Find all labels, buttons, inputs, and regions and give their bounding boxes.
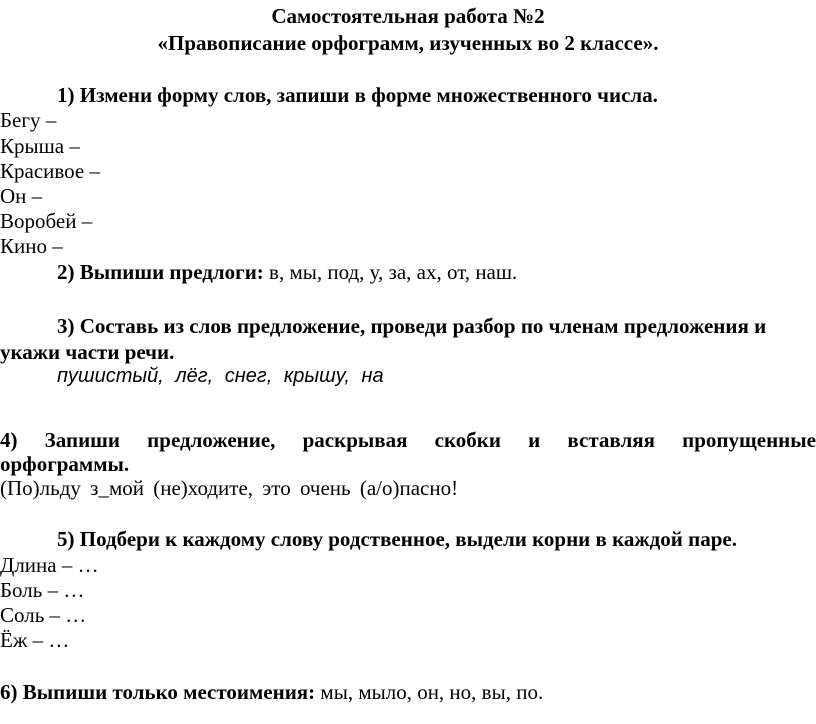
task-6-words: мы, мыло, он, но, вы, по. <box>315 680 544 704</box>
worksheet-title: Самостоятельная работа №2 <box>271 4 545 28</box>
task-3-heading-line-2: укажи части речи. <box>0 340 175 364</box>
task-4-heading-line-1: 4) Запиши предложение, раскрывая скобки и вставляя пропущенные <box>0 428 816 452</box>
task-3-words: пушистый, лёг, снег, крышу, на <box>57 365 384 387</box>
task-5-word: Длина – … <box>0 553 99 577</box>
task-1-word: Он – <box>0 184 43 208</box>
task-1-word: Бегу – <box>0 108 57 132</box>
task-1-heading: 1) Измени форму слов, запиши в форме множественного числа. <box>57 83 658 107</box>
task-2-heading: 2) Выпиши предлоги: <box>57 260 264 284</box>
task-5-word: Боль – … <box>0 578 85 602</box>
task-2-line <box>57 260 517 284</box>
task-4-sentence: (По)льду з_мой (не)ходите, это очень (а/о)пасно! <box>0 476 459 500</box>
worksheet-subtitle: «Правописание орфограмм, изученных во 2 классе». <box>157 31 659 55</box>
task-5-word: Ёж – … <box>0 628 70 652</box>
task-1-word: Красивое – <box>0 159 100 183</box>
task-2-words: в, мы, под, у, за, ах, от, наш. <box>263 260 518 284</box>
task-1-word: Кино – <box>0 234 63 258</box>
task-5-word: Соль – … <box>0 603 87 627</box>
task-1-word: Воробей – <box>0 209 93 233</box>
task-4-heading-line-2: орфограммы. <box>0 452 130 476</box>
task-3-heading-line-1: 3) Составь из слов предложение, проведи разбор по членам предложения и <box>57 314 767 338</box>
task-6-line <box>0 680 543 704</box>
task-6-heading: 6) Выпиши только местоимения: <box>0 680 316 704</box>
task-5-heading: 5) Подбери к каждому слову родственное, выдели корни в каждой паре. <box>57 527 737 551</box>
task-1-word: Крыша – <box>0 134 80 158</box>
